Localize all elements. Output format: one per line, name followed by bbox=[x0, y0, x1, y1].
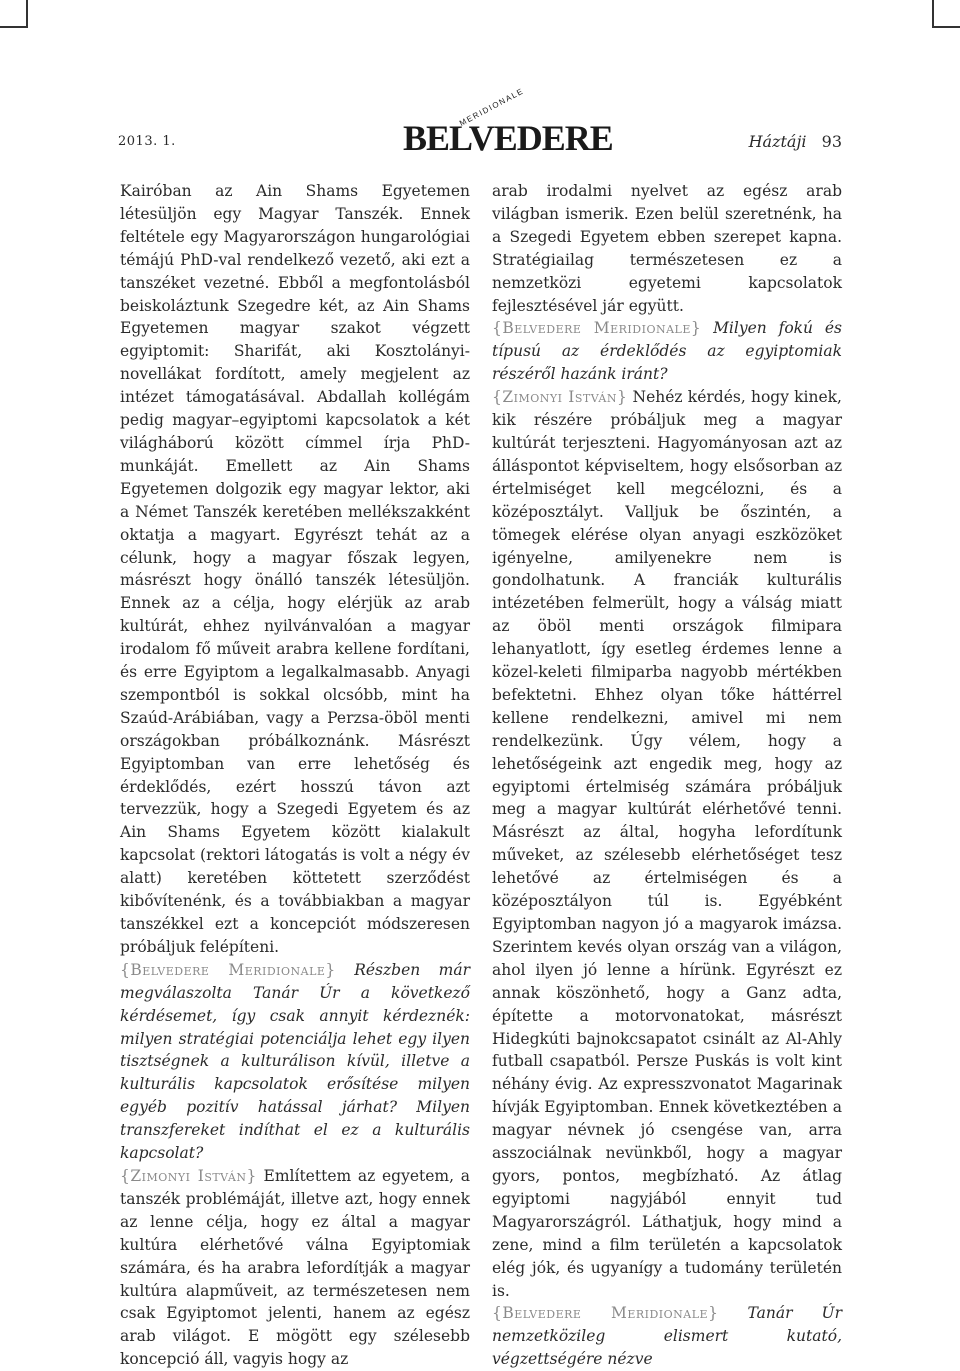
journal-logo-subtitle: MERIDIONALE bbox=[458, 86, 526, 128]
page-number: 93 bbox=[821, 132, 842, 151]
question-paragraph bbox=[120, 959, 470, 1165]
page-header bbox=[118, 86, 842, 158]
right-column bbox=[492, 180, 842, 1371]
question-text: Tanár Úr nemzetközileg elismert kutató, végzettségére nézve bbox=[492, 1304, 842, 1369]
question-paragraph bbox=[492, 1302, 842, 1371]
answer-text: Nehéz kérdés, hogy kinek, kik részére próbáljuk meg a magyar kultúrát terjeszteni. Hagyományosan azt az álláspontot képviseltem, hogy elsősorban az értelmiséget kell megcélozni, és a középosztályt. Valljuk be őszintén, a tömegek elérése olyan anyagi eszközöket igényelne, amilyenekre nem is gondolhatunk. A franciák kulturális intézetében felmerült, hogy a válság miatt az öböl menti országok filmipara lehanyatlott, így esetleg érdemes lenne a közel-keleti filmiparba nagyobb mértékben befektetni. Ehhez olyan tőke háttérrel kellene rendelkezni, amivel mi nem rendelkezünk. Úgy vélem, hogy a lehetőségeink azt engedik meg, hogy az egyiptomi értelmiség számára próbáljuk meg a magyar kultúrát elérhetővé tenni. Másrészt az által, hogyha lefordítunk műveket, az szélesebb elérhetőséget tesz lehetővé az értelmiségen és a középosztályon túl is. Egyébként Egyiptomban nagyon jó a magyarok imázsa. Szerintem kevés olyan ország van a világon, ahol ilyen jó lenne a hírünk. Egyrészt ez annak köszönhető, hogy a Ganz adta, építette a motorvonatokat, másrészt Hidegkúti bajnokcsapatot csinált az Al-Ahly futball csapatból. Persze Puskás is volt kint néhány évig. Az expresszvonatot Magarinak hívják Egyiptomban. Ennek következtében a magyar névnek jó csengése van, arra asszociálnak nevünkből, hogy a magyar gyors, pontos, megbízható. Az átlag egyiptomi nagyjából ennyit tud Magyarországról. Láthatjuk, hogy mind a zene, mind a film területén a kapcsolatok elég jók, és ugyanígy a tudomány területén is. bbox=[492, 388, 842, 1300]
answer-paragraph bbox=[492, 386, 842, 1302]
journal-logo: BELVEDERE bbox=[403, 118, 613, 158]
speaker-label: {Belvedere Meridionale} bbox=[492, 319, 702, 338]
speaker-label: {Belvedere Meridionale} bbox=[492, 1304, 719, 1323]
question-paragraph bbox=[492, 317, 842, 386]
speaker-label: {Zimonyi István} bbox=[492, 388, 628, 407]
answer-paragraph bbox=[120, 1165, 470, 1371]
answer-paragraph: Kairóban az Ain Shams Egyetemen létesüljön egy Magyar Tanszék. Ennek feltétele egy Magyarországon hungarológiai témájú PhD-val rendelkező vezető, aki ezt a tanszéket vezetné. Ebből a megfontolásból beiskoláztunk Szegedre két, az Ain Shams Egyetemen magyar szakot végzett egyiptomit: Sharifát, aki Kosztolányi-novellákat fordított, amely megjelent az intézet támogatásával. Abdallah kollégám pedig magyar–egyiptomi kapcsolatok a két világháború között címmel írja PhD-munkáját. Emellett az Ain Shams Egyetemen dolgozik egy magyar lektor, aki a Német Tanszék keretében mellékszakként oktatja a magyart. Egyrészt tehát az a célunk, hogy a magyar főszak legyen, másrészt hogy önálló tanszék létesüljön. Ennek az a célja, hogy elérjük az arab kultúrát, ehhez nyilvánvalóan a magyar irodalom fő műveit arabra kellene fordítani, és erre Egyiptom a legalkalmasabb. Anyagi szempontból is sokkal olcsóbb, mint ha Szaúd-Arábiában, vagy a Perzsa-öböl menti országokban próbálkoznánk. Másrészt Egyiptomban van erre lehetőség és érdeklődés, ezért hosszú távon azt tervezzük, hogy a Szegedi Egyetem és az Ain Shams Egyetem között kialakult kapcsolat (rektori látogatás is volt a négy év alatt) keretében köttetett szerződést kibővítenénk, és a továbbiakban a magyar tanszékkel ezt a koncepciót módszeresen próbáljuk felépíteni. bbox=[120, 182, 470, 956]
answer-paragraph: arab irodalmi nyelvet az egész arab világban ismerik. Ezen belül szeretnénk, ha a Szegedi Egyetem ebben szerepet kapna. Stratégiailag természetesen ez a nemzetközi egyetemi kapcsolatok fejlesztésével jár együtt. bbox=[492, 182, 842, 315]
speaker-label: {Belvedere Meridionale} bbox=[120, 960, 336, 979]
section-page-info bbox=[749, 132, 842, 151]
section-title: Háztáji bbox=[748, 132, 807, 151]
crop-mark-top-right bbox=[932, 0, 960, 28]
crop-mark-top-left bbox=[0, 0, 28, 28]
speaker-label: {Zimonyi István} bbox=[120, 1166, 257, 1185]
issue-date: 2013. 1. bbox=[118, 134, 176, 149]
answer-text: Említettem az egyetem, a tanszék problémáját, illetve azt, hogy ennek az lenne célja, hogy ez által a magyar kultúra elérhetővé válna Egyiptomiak számára, és ha arabra lefordítják a magyar kultúra alapműveit, az természetesen nem csak Egyiptomot jelenti, hanem az egész arab világot. E mögött egy szélesebb koncepció áll, vagyis hogy az bbox=[120, 1166, 470, 1369]
question-text: Milyen fokú és típusú az érdeklődés az egyiptomiak részéről hazánk iránt? bbox=[492, 319, 842, 384]
left-column bbox=[120, 180, 470, 1371]
question-text: Részben már megválaszolta Tanár Úr a következő kérdésemet, így csak annyit kérdeznék: milyen stratégiai potenciálja lehet egy ilyen tisztségnek a kulturálison kívül, illetve a kulturális kapcsolatok erősítése milyen egyéb pozitív hatással járhat? Milyen transzfereket indíthat el ez a kulturális kapcsolat? bbox=[120, 960, 470, 1163]
